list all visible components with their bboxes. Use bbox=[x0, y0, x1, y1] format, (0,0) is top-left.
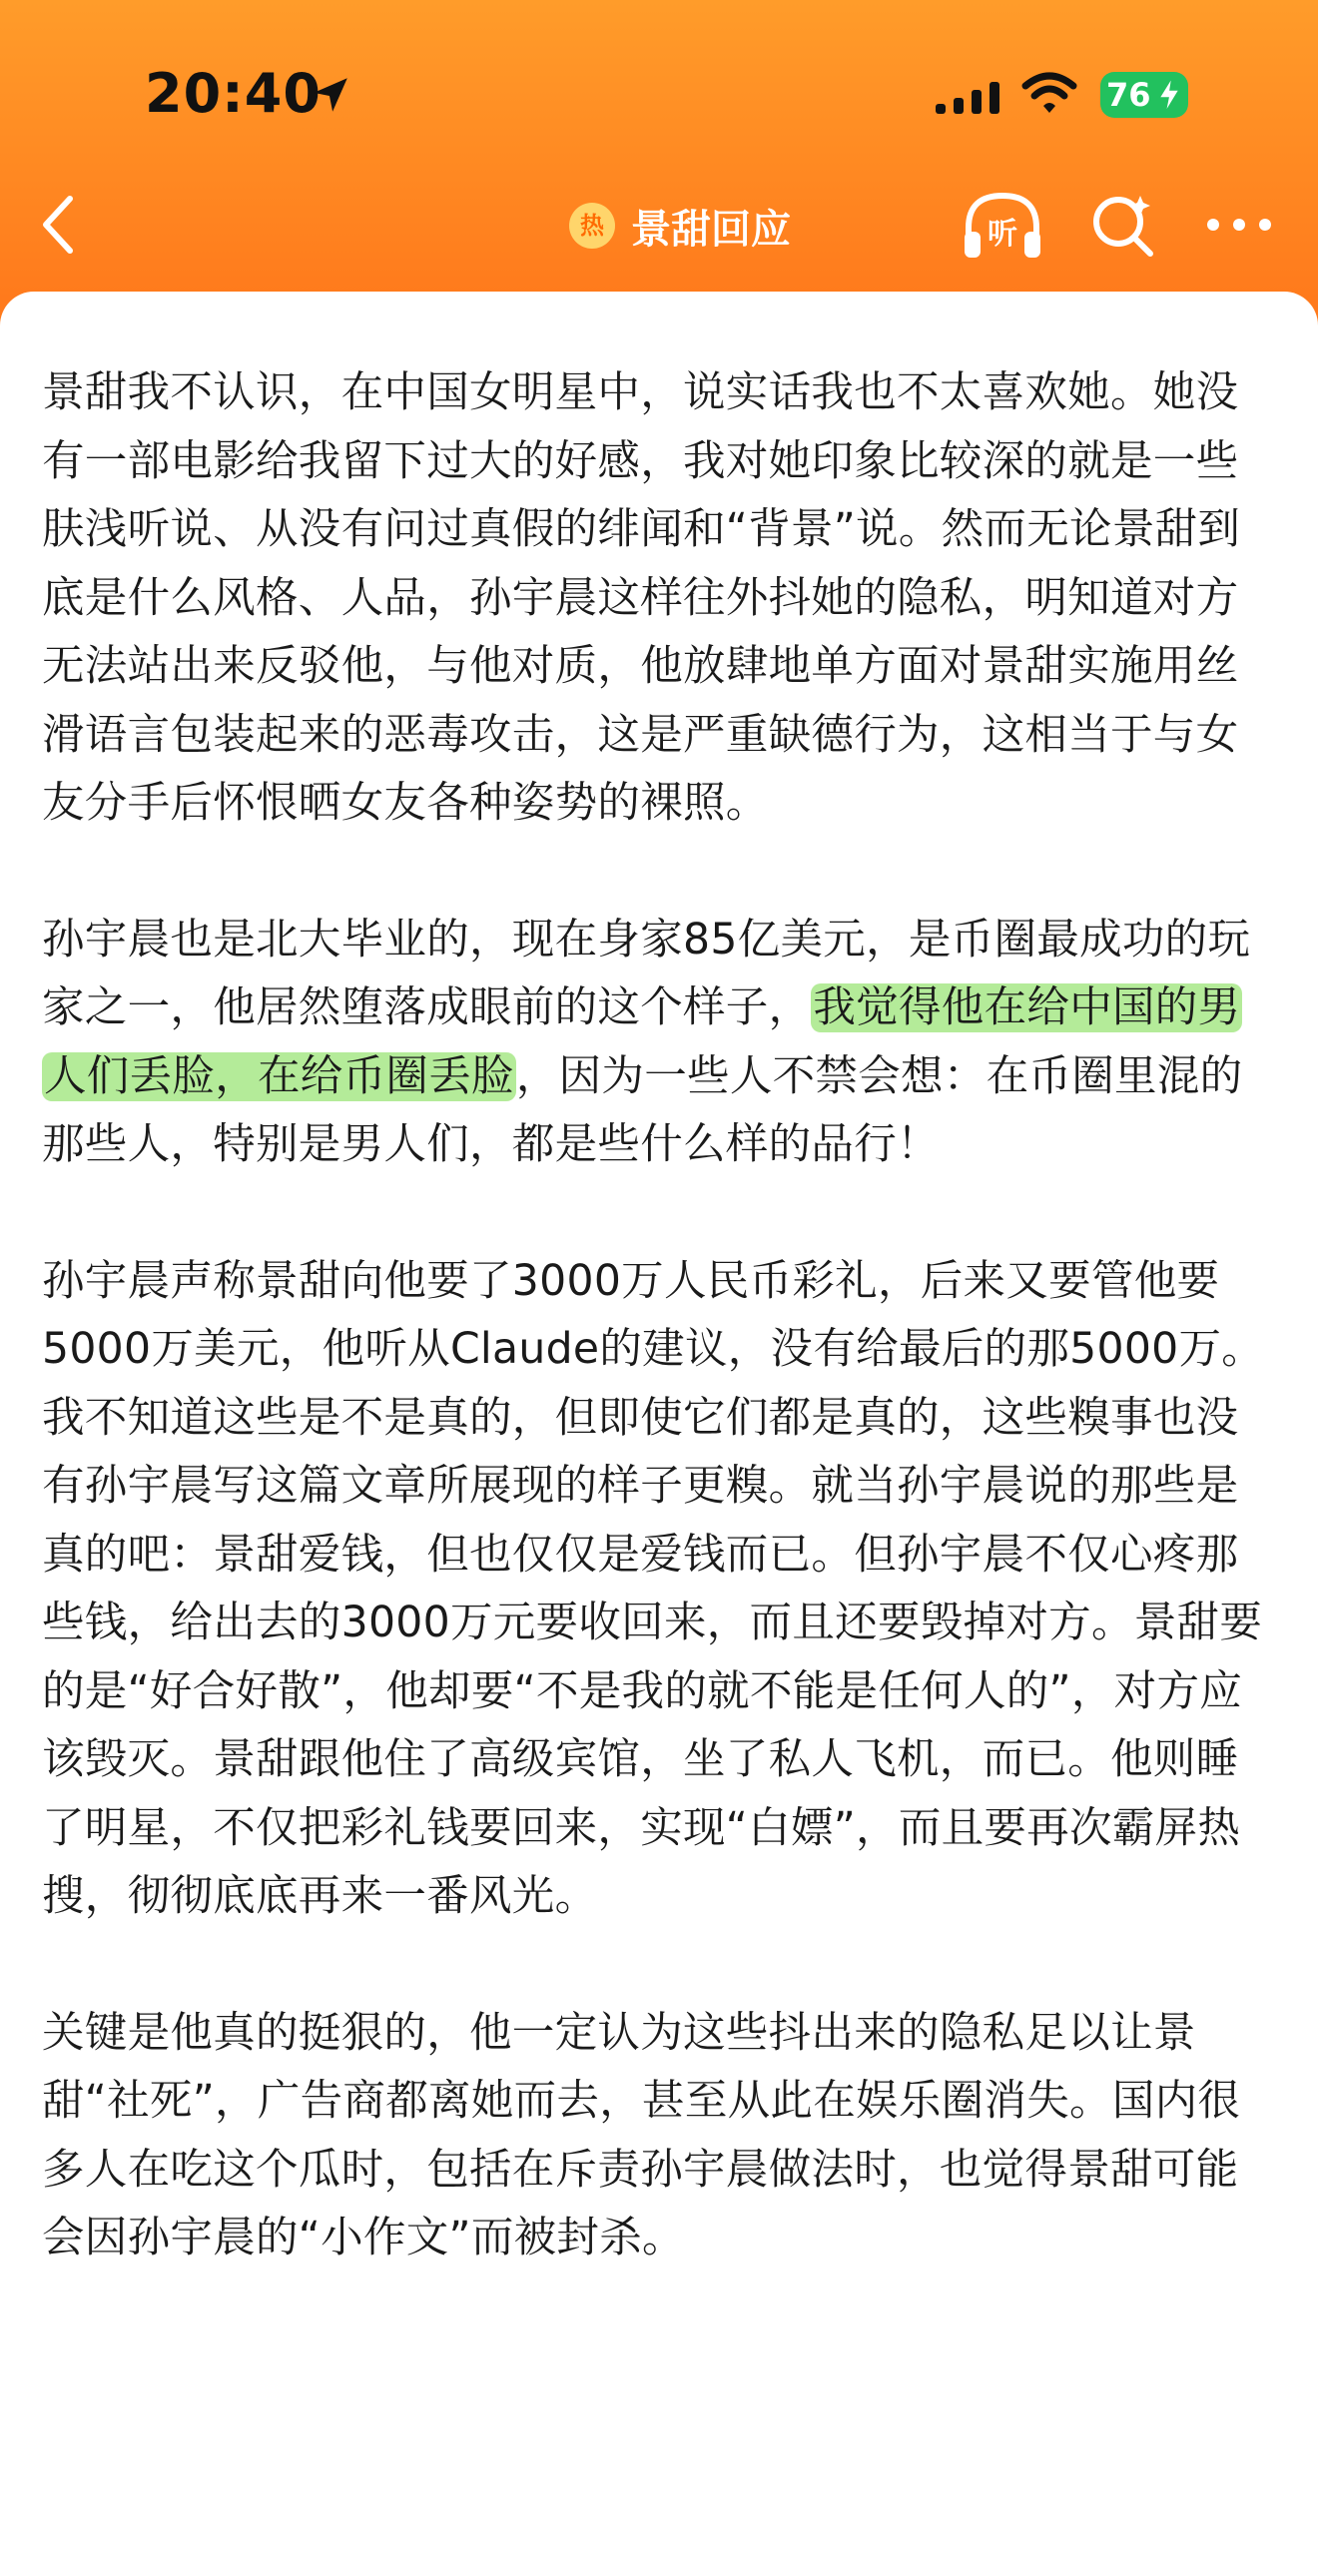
nav-title-group bbox=[569, 196, 791, 256]
highlighted-text: 我觉得他在给中国的男人们丢脸，在给币圈丢脸 bbox=[44, 983, 1241, 1101]
charging-bolt-icon bbox=[1156, 76, 1182, 114]
battery-level: 76 bbox=[1106, 76, 1151, 114]
more-dots-icon[interactable] bbox=[1203, 210, 1275, 240]
headphone-listen-icon[interactable] bbox=[961, 188, 1044, 264]
location-arrow-icon bbox=[310, 74, 351, 116]
article-body bbox=[42, 359, 1280, 2341]
paragraph-2-text: 孙宇晨也是北大毕业的，现在身家85亿美元，是币圈最成功的玩家之一，他居然堕落成眼前的这个样子， bbox=[42, 915, 1251, 1032]
paragraph-3: 孙宇晨声称景甜向他要了3000万人民币彩礼，后来又要管他要5000万美元，他听从Claude的建议，没有给最后的那5000万。我不知道这些是不是真的，但即使它们都是真的，这些糗事也没有孙宇晨写这篇文章所展现的样子更糗。就当孙宇晨说的那些是真的吧：景甜爱钱，但也仅仅是爱钱而已。但孙宇晨不仅心疼那些钱，给出去的3000万元要收回来，而且还要毁掉对方。景甜要的是“好合好散”，他却要“不是我的就不能是任何人的”，对方应该毁灭。景甜跟他住了高级宾馆，坐了私人飞机，而已。他则睡了明星，不仅把彩礼钱要回来，实现“白嫖”，而且要再次霸屏热搜，彻彻底底再来一番风光。 bbox=[42, 1256, 1265, 1921]
cellular-signal-icon bbox=[934, 78, 1005, 118]
status-bar bbox=[0, 0, 1318, 190]
paragraph-2-text-end: ，因为一些人不禁会想：在币圈里混的那些人，特别是男人们，都是些什么样的品行！ bbox=[42, 1051, 1243, 1169]
hot-badge: 热 bbox=[569, 203, 615, 249]
paragraph-1: 景甜我不认识，在中国女明星中，说实话我也不太喜欢她。她没有一部电影给我留下过大的好感，我对她印象比较深的就是一些肤浅听说、从没有问过真假的绯闻和“背景”说。然而无论景甜到底是什么风格、人品，孙宇晨这样往外抖她的隐私，明知道对方无法站出来反驳他，与他对质，他放肆地单方面对景甜实施用丝滑语言包装起来的恶毒攻击，这是严重缺德行为，这相当于与女友分手后怀恨晒女友各种姿势的裸照。 bbox=[42, 368, 1241, 828]
listen-label: 听 bbox=[988, 217, 1017, 252]
paragraph-2 bbox=[42, 907, 1280, 1180]
wifi-icon bbox=[1021, 70, 1077, 116]
back-chevron-icon[interactable] bbox=[30, 185, 90, 265]
status-time: 20:40 bbox=[145, 62, 322, 125]
paragraph-4: 关键是他真的挺狠的，他一定认为这些抖出来的隐私足以让景甜“社死”，广告商都离她而去，甚至从此在娱乐圈消失。国内很多人在吃这个瓜时，包括在斥责孙宇晨做法时，也觉得景甜可能会因孙宇晨的“小作文”而被封杀。 bbox=[42, 2008, 1241, 2262]
search-icon[interactable] bbox=[1088, 190, 1158, 260]
page-title: 景甜回应 bbox=[631, 206, 791, 253]
